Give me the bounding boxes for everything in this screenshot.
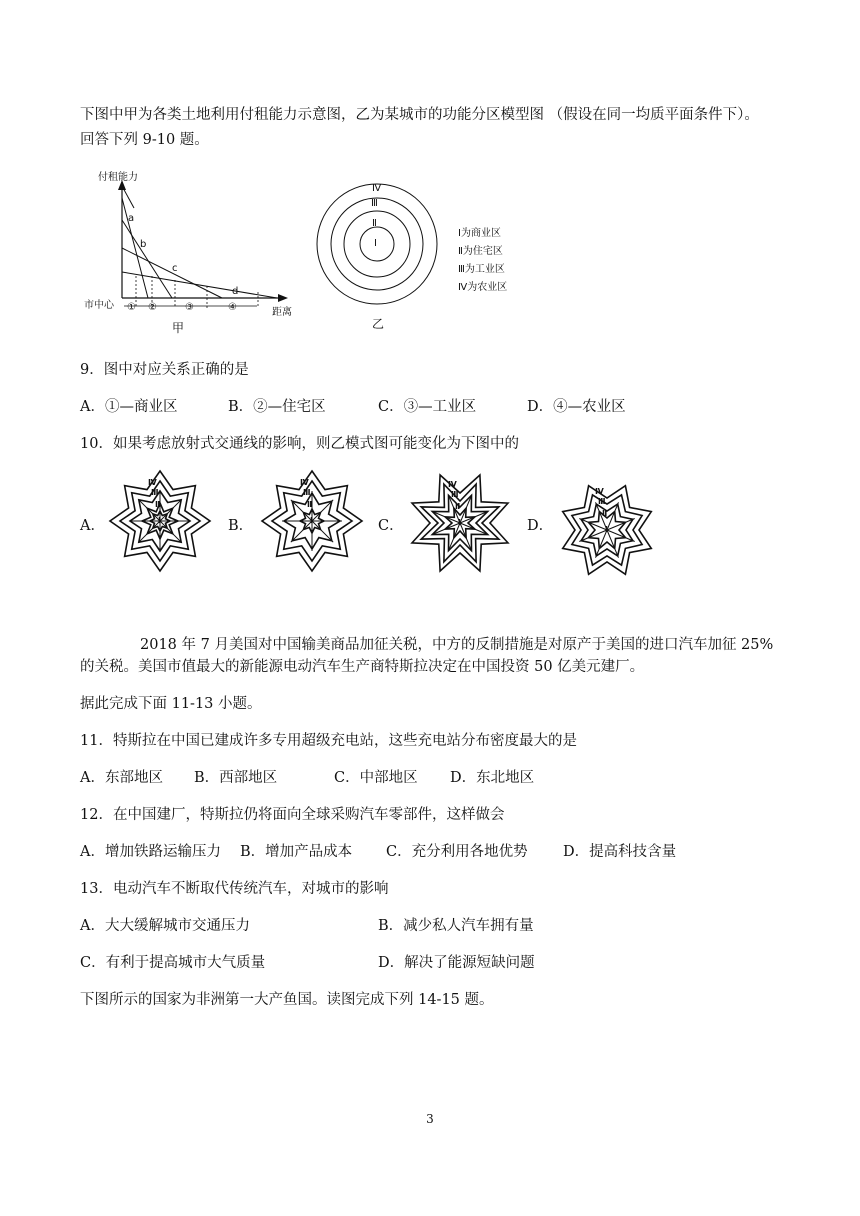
q9-option-c[interactable]: C．③—工业区: [378, 399, 477, 415]
star-zone-label: Ⅲ: [451, 490, 459, 499]
next-section-intro: 下图所示的国家为非洲第一大产鱼国。读图完成下列 14-15 题。: [80, 992, 494, 1008]
star-zone-label: Ⅱ: [307, 500, 313, 509]
q9-option-d[interactable]: D．④—农业区: [527, 399, 626, 415]
q10-option-c[interactable]: C．: [378, 518, 404, 534]
star-figure-a: [105, 466, 215, 576]
ring-1: Ⅰ: [374, 238, 377, 249]
curve-a: a: [128, 213, 135, 224]
ring-2: Ⅱ: [372, 218, 377, 229]
star-zone-label: Ⅰ: [158, 516, 161, 525]
caption-jia: 甲: [172, 321, 185, 335]
q9-option-a[interactable]: A．①—商业区: [80, 399, 178, 415]
q13-option-c[interactable]: C．有利于提高城市大气质量: [80, 955, 266, 971]
ring-3: Ⅲ: [371, 198, 378, 209]
segment-3: ③: [185, 302, 194, 313]
q10-option-d[interactable]: D．: [527, 518, 554, 534]
intro-line-2: 回答下列 9-10 题。: [80, 132, 209, 148]
q11-option-c[interactable]: C．中部地区: [334, 770, 418, 786]
zone-model-figure: [315, 176, 525, 336]
q13-option-a[interactable]: A．大大缓解城市交通压力: [80, 918, 250, 934]
star-zone-label: Ⅲ: [598, 497, 606, 506]
star-zone-label: Ⅰ: [310, 516, 313, 525]
segment-4: ④: [228, 302, 237, 313]
q11-option-d[interactable]: D．东北地区: [450, 770, 535, 786]
q10-option-a[interactable]: A．: [80, 518, 105, 534]
star-zone-label: Ⅱ: [455, 502, 461, 511]
xlabel: 距离: [272, 307, 292, 318]
bid-rent-figure: [82, 168, 292, 340]
q12-stem: 12．在中国建厂，特斯拉仍将面向全球采购汽车零部件，这样做会: [80, 807, 505, 823]
star-zone-label: Ⅰ: [458, 518, 461, 527]
star-zone-label: Ⅲ: [303, 488, 311, 497]
star-zone-label: Ⅱ: [155, 500, 161, 509]
star-figure-c: [405, 468, 515, 578]
legend-3: Ⅲ为工业区: [458, 264, 505, 275]
q9-stem: 9．图中对应关系正确的是: [80, 362, 249, 378]
origin-label: 市中心: [84, 300, 114, 311]
segment-2: ②: [148, 302, 157, 313]
passage-line-2: 的关税。美国市值最大的新能源电动汽车生产商特斯拉决定在中国投资 50 亿美元建厂。: [80, 659, 645, 675]
q12-option-d[interactable]: D．提高科技含量: [563, 844, 677, 860]
q10-option-b[interactable]: B．: [228, 518, 254, 534]
q13-stem: 13．电动汽车不断取代传统汽车，对城市的影响: [80, 881, 389, 897]
q10-stem: 10．如果考虑放射式交通线的影响，则乙模式图可能变化为下图中的: [80, 436, 519, 452]
q11-option-b[interactable]: B．西部地区: [194, 770, 278, 786]
curve-b: b: [140, 239, 147, 250]
q9-option-b[interactable]: B．②—住宅区: [228, 399, 326, 415]
star-zone-label: Ⅱ: [602, 509, 608, 518]
star-figure-d: [552, 475, 662, 585]
legend-2: Ⅱ为住宅区: [458, 246, 503, 257]
q11-option-a[interactable]: A．东部地区: [80, 770, 163, 786]
q13-option-b[interactable]: B．减少私人汽车拥有量: [378, 918, 534, 934]
star-zone-label: Ⅳ: [448, 480, 457, 489]
legend-1: Ⅰ为商业区: [458, 228, 501, 239]
q11-stem: 11．特斯拉在中国已建成许多专用超级充电站，这些充电站分布密度最大的是: [80, 733, 577, 749]
q12-option-c[interactable]: C．充分利用各地优势: [386, 844, 528, 860]
q12-option-a[interactable]: A．增加铁路运输压力: [80, 844, 221, 860]
caption-yi: 乙: [372, 317, 385, 331]
star-figure-b: [257, 466, 367, 576]
ylabel: 付租能力: [98, 172, 138, 183]
star-zone-label: Ⅲ: [151, 488, 159, 497]
star-zone-label: Ⅳ: [595, 487, 604, 496]
star-zone-label: Ⅰ: [605, 525, 608, 534]
q12-option-b[interactable]: B．增加产品成本: [240, 844, 353, 860]
curve-d: d: [232, 286, 239, 297]
passage-line-3: 据此完成下面 11-13 小题。: [80, 696, 262, 712]
passage-line-1: 2018 年 7 月美国对中国输美商品加征关税，中方的反制措施是对原产于美国的进口汽车加征 25%: [140, 637, 774, 653]
page-number: 3: [426, 1112, 434, 1126]
legend-4: Ⅳ为农业区: [458, 282, 508, 293]
q13-option-d[interactable]: D．解决了能源短缺问题: [378, 955, 535, 971]
star-zone-label: Ⅳ: [300, 478, 309, 487]
segment-1: ①: [127, 302, 136, 313]
star-zone-label: Ⅳ: [148, 478, 157, 487]
curve-c: c: [172, 263, 178, 274]
ring-4: Ⅳ: [372, 183, 382, 194]
intro-line-1: 下图中甲为各类土地利用付租能力示意图，乙为某城市的功能分区模型图 （假设在同一均质平面条件下）。: [80, 107, 759, 123]
